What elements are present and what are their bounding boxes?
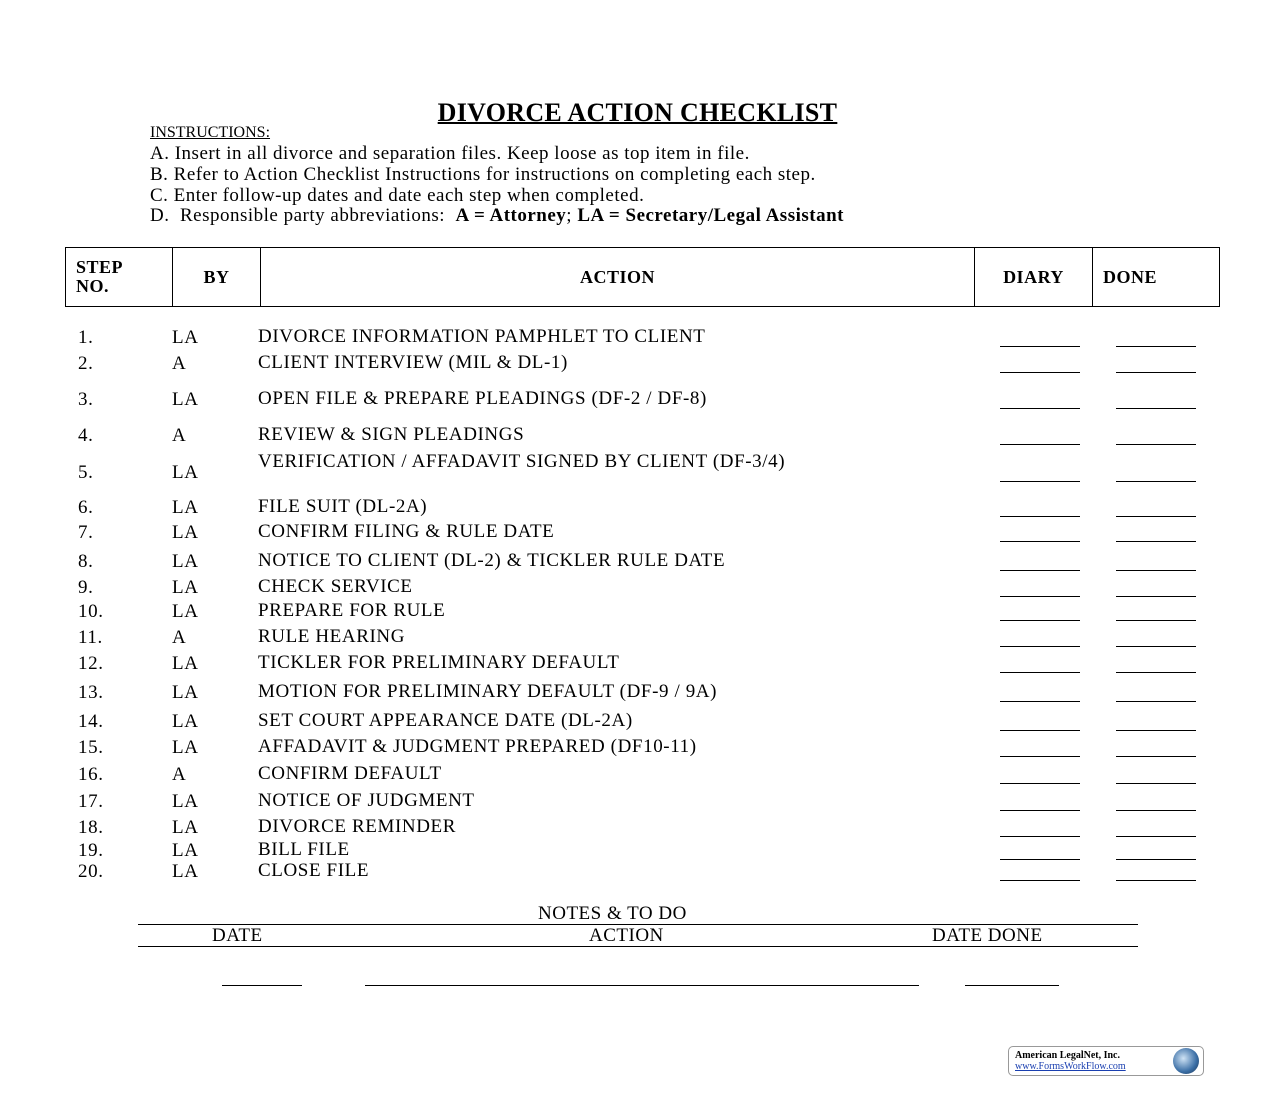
- step-action: AFFADAVIT & JUDGMENT PREPARED (DF10-11): [258, 736, 697, 757]
- step-number: 15.: [78, 737, 104, 758]
- notes-title: NOTES & TO DO: [538, 903, 687, 924]
- instruction-b: B. Refer to Action Checklist Instructions for instructions on completing each step.: [150, 164, 816, 185]
- step-action: TICKLER FOR PRELIMINARY DEFAULT: [258, 652, 620, 673]
- done-field[interactable]: [1116, 407, 1196, 409]
- step-action: CONFIRM DEFAULT: [258, 763, 442, 784]
- step-by: LA: [172, 861, 199, 882]
- diary-field[interactable]: [1000, 645, 1080, 647]
- diary-field[interactable]: [1000, 407, 1080, 409]
- done-field[interactable]: [1116, 371, 1196, 373]
- step-number: 4.: [78, 425, 94, 446]
- globe-icon: [1173, 1048, 1199, 1074]
- notes-action-field[interactable]: [365, 985, 919, 986]
- done-field[interactable]: [1116, 700, 1196, 702]
- logo: [1008, 1046, 1204, 1076]
- done-field[interactable]: [1116, 619, 1196, 621]
- step-by: LA: [172, 791, 199, 812]
- diary-field[interactable]: [1000, 879, 1080, 881]
- step-number: 14.: [78, 711, 104, 732]
- step-number: 12.: [78, 653, 104, 674]
- step-action: OPEN FILE & PREPARE PLEADINGS (DF-2 / DF-8): [258, 388, 707, 409]
- done-field[interactable]: [1116, 782, 1196, 784]
- step-by: LA: [172, 551, 199, 572]
- done-field[interactable]: [1116, 645, 1196, 647]
- step-by: LA: [172, 389, 199, 410]
- notes-col-date-done: DATE DONE: [932, 925, 1043, 946]
- instruction-d: [150, 205, 844, 227]
- step-action: REVIEW & SIGN PLEADINGS: [258, 424, 525, 445]
- step-by: LA: [172, 653, 199, 674]
- step-action: FILE SUIT (DL-2A): [258, 496, 428, 517]
- step-by: A: [172, 764, 187, 785]
- step-number: 18.: [78, 817, 104, 838]
- abbrev-attorney: A = Attorney: [455, 205, 567, 226]
- step-action: DIVORCE REMINDER: [258, 816, 457, 837]
- step-number: 8.: [78, 551, 94, 572]
- abbrev-sep: ;: [566, 205, 578, 226]
- step-number: 11.: [78, 627, 103, 648]
- done-field[interactable]: [1116, 345, 1196, 347]
- table-header: [65, 247, 1220, 307]
- header-diary: DIARY: [975, 248, 1093, 307]
- diary-field[interactable]: [1000, 619, 1080, 621]
- step-by: LA: [172, 577, 199, 598]
- step-by: LA: [172, 817, 199, 838]
- diary-field[interactable]: [1000, 858, 1080, 860]
- instruction-d-text: D. Responsible party abbreviations:: [150, 205, 456, 226]
- step-by: LA: [172, 711, 199, 732]
- diary-field[interactable]: [1000, 480, 1080, 482]
- done-field[interactable]: [1116, 879, 1196, 881]
- done-field[interactable]: [1116, 858, 1196, 860]
- logo-name: American LegalNet, Inc.: [1015, 1050, 1120, 1061]
- step-number: 6.: [78, 497, 94, 518]
- notes-col-date: DATE: [212, 925, 263, 946]
- diary-field[interactable]: [1000, 595, 1080, 597]
- done-field[interactable]: [1116, 729, 1196, 731]
- step-by: LA: [172, 682, 199, 703]
- step-action: NOTICE TO CLIENT (DL-2) & TICKLER RULE DATE: [258, 550, 726, 571]
- done-field[interactable]: [1116, 515, 1196, 517]
- step-by: A: [172, 627, 187, 648]
- abbrev-assistant: LA = Secretary/Legal Assistant: [577, 205, 844, 226]
- instructions-heading: INSTRUCTIONS:: [150, 124, 271, 141]
- diary-field[interactable]: [1000, 809, 1080, 811]
- step-number: 3.: [78, 389, 94, 410]
- step-by: LA: [172, 497, 199, 518]
- done-field[interactable]: [1116, 480, 1196, 482]
- step-action: CLIENT INTERVIEW (MIL & DL-1): [258, 352, 568, 373]
- step-action: PREPARE FOR RULE: [258, 600, 446, 621]
- step-by: LA: [172, 840, 199, 861]
- diary-field[interactable]: [1000, 782, 1080, 784]
- done-field[interactable]: [1116, 755, 1196, 757]
- diary-field[interactable]: [1000, 443, 1080, 445]
- step-action: CONFIRM FILING & RULE DATE: [258, 521, 555, 542]
- done-field[interactable]: [1116, 595, 1196, 597]
- step-action: BILL FILE: [258, 839, 350, 860]
- notes-col-action: ACTION: [589, 925, 664, 946]
- step-by: A: [172, 425, 187, 446]
- done-field[interactable]: [1116, 443, 1196, 445]
- done-field[interactable]: [1116, 569, 1196, 571]
- step-action: DIVORCE INFORMATION PAMPHLET TO CLIENT: [258, 326, 706, 347]
- step-number: 9.: [78, 577, 94, 598]
- step-number: 19.: [78, 840, 104, 861]
- done-field[interactable]: [1116, 835, 1196, 837]
- step-number: 13.: [78, 682, 104, 703]
- diary-field[interactable]: [1000, 345, 1080, 347]
- step-action: CLOSE FILE: [258, 860, 370, 881]
- step-number: 17.: [78, 791, 104, 812]
- header-step: [66, 248, 173, 307]
- header-by: BY: [173, 248, 261, 307]
- step-by: LA: [172, 737, 199, 758]
- done-field[interactable]: [1116, 809, 1196, 811]
- step-number: 1.: [78, 327, 94, 348]
- diary-field[interactable]: [1000, 540, 1080, 542]
- step-number: 20.: [78, 861, 104, 882]
- step-action: NOTICE OF JUDGMENT: [258, 790, 475, 811]
- step-action: MOTION FOR PRELIMINARY DEFAULT (DF-9 / 9A): [258, 681, 718, 702]
- logo-url[interactable]: www.FormsWorkFlow.com: [1015, 1061, 1126, 1072]
- step-number: 16.: [78, 764, 104, 785]
- step-number: 7.: [78, 522, 94, 543]
- step-by: A: [172, 353, 187, 374]
- step-action: CHECK SERVICE: [258, 576, 413, 597]
- notes-date-done-field[interactable]: [965, 985, 1059, 986]
- diary-field[interactable]: [1000, 371, 1080, 373]
- step-by: LA: [172, 462, 199, 483]
- instruction-c: C. Enter follow-up dates and date each step when completed.: [150, 185, 645, 206]
- step-number: 10.: [78, 601, 104, 622]
- done-field[interactable]: [1116, 540, 1196, 542]
- step-number: 2.: [78, 353, 94, 374]
- diary-field[interactable]: [1000, 835, 1080, 837]
- notes-date-field[interactable]: [222, 985, 302, 986]
- step-action: VERIFICATION / AFFADAVIT SIGNED BY CLIENT (DF-3/4): [258, 451, 786, 472]
- instruction-a: A. Insert in all divorce and separation files. Keep loose as top item in file.: [150, 143, 750, 164]
- diary-field[interactable]: [1000, 755, 1080, 757]
- diary-field[interactable]: [1000, 729, 1080, 731]
- step-by: LA: [172, 327, 199, 348]
- diary-field[interactable]: [1000, 515, 1080, 517]
- diary-field[interactable]: [1000, 671, 1080, 673]
- step-action: RULE HEARING: [258, 626, 406, 647]
- step-by: LA: [172, 522, 199, 543]
- step-action: SET COURT APPEARANCE DATE (DL-2A): [258, 710, 633, 731]
- header-step-label: STEP NO.: [76, 257, 123, 296]
- diary-field[interactable]: [1000, 569, 1080, 571]
- page-title: DIVORCE ACTION CHECKLIST: [437, 98, 838, 127]
- header-action: ACTION: [261, 248, 975, 307]
- step-by: LA: [172, 601, 199, 622]
- step-number: 5.: [78, 462, 94, 483]
- done-field[interactable]: [1116, 671, 1196, 673]
- header-done: DONE: [1093, 248, 1220, 307]
- diary-field[interactable]: [1000, 700, 1080, 702]
